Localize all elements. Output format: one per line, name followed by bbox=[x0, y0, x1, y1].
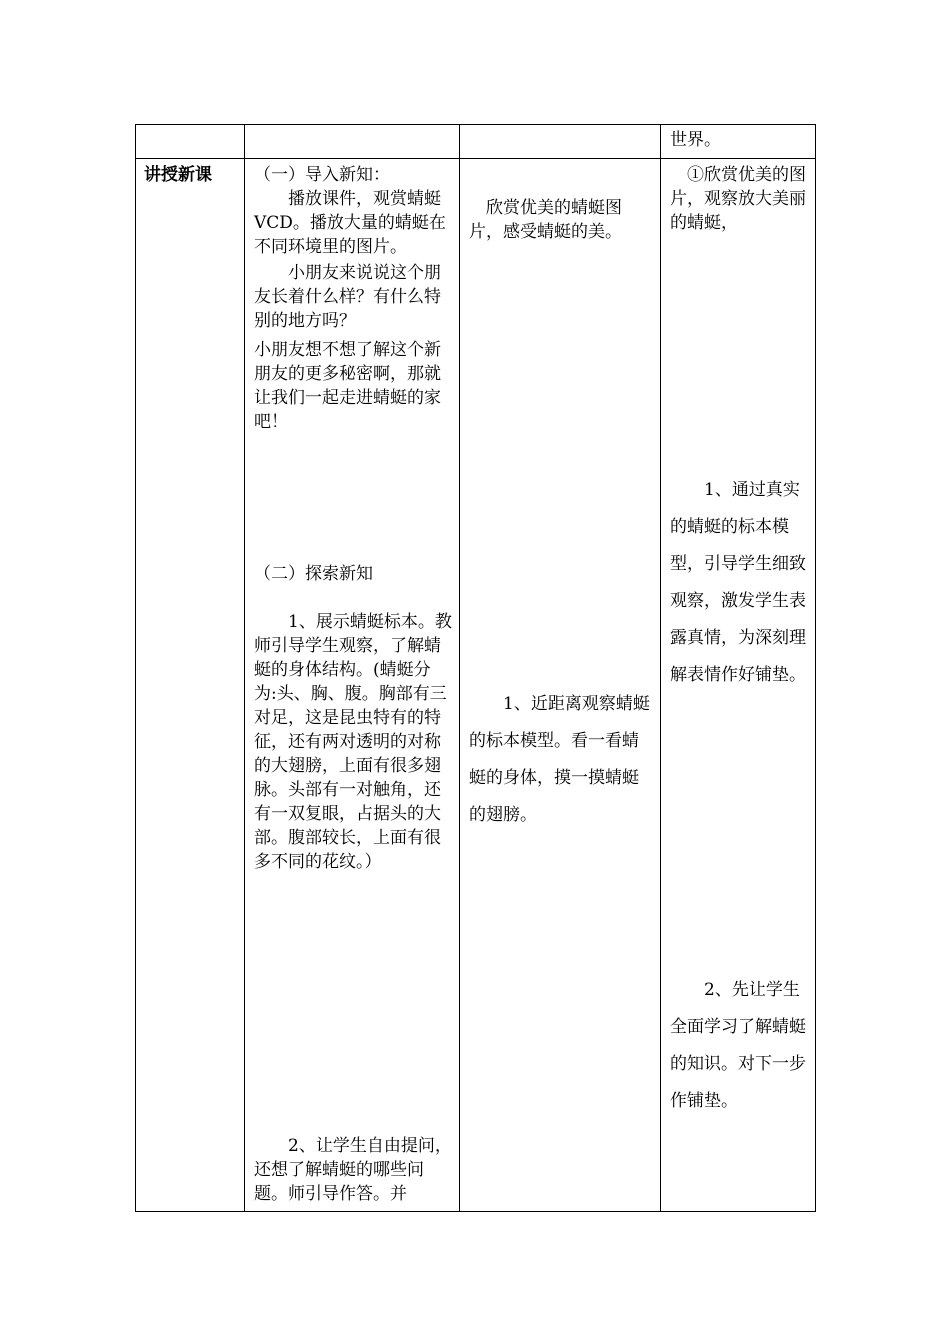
table-border-left bbox=[135, 124, 136, 1212]
table-col-divider-1 bbox=[244, 124, 245, 1212]
intent-2: 1、通过真实的蜻蜓的标本模型，引导学生细致观察，激发学生表露真情，为深刻理解表情作好铺垫。 bbox=[670, 480, 806, 685]
table-border-right bbox=[815, 124, 816, 1212]
table-border-bottom bbox=[135, 1211, 816, 1212]
intent-1: ①欣赏优美的图片，观察放大美丽的蜻蜓， bbox=[670, 165, 806, 233]
section-label: 讲授新课 bbox=[144, 165, 212, 185]
top-row-intent-text: 世界。 bbox=[670, 130, 721, 150]
student-activity-2: 1、近距离观察蜻蜓的标本模型。看一看蜻蜓的身体，摸一摸蜻蜓的翅膀。 bbox=[469, 694, 650, 825]
table-col-divider-2 bbox=[459, 124, 460, 1212]
teacher-part1-paragraph-2: 小朋友来说说这个朋友长着什么样？有什么特别的地方吗？ bbox=[254, 263, 441, 331]
teacher-part1-paragraph-3: 小朋友想不想了解这个新朋友的更多秘密啊，那就让我们一起走进蜻蜓的家吧！ bbox=[254, 340, 441, 432]
teacher-part2-paragraph-2: 2、让学生自由提问，还想了解蜻蜓的哪些问题。师引导作答。并 bbox=[254, 1136, 452, 1204]
intent-3: 2、先让学生全面学习了解蜻蜓的知识。对下一步作铺垫。 bbox=[670, 980, 806, 1111]
student-activity-1: 欣赏优美的蜻蜓图片，感受蜻蜓的美。 bbox=[469, 198, 622, 242]
table-border-top bbox=[135, 124, 816, 125]
teacher-part2-paragraph-1: 1、展示蜻蜓标本。教师引导学生观察，了解蜻蜓的身体结构。(蜻蜓分为:头、胸、腹。胸部有三对足，这是昆虫特有的特征，还有两对透明的对称的大翅膀，上面有很多翅脉。头部有一对触角，还有一双复眼，占据头的大部。腹部较长，上面有很多不同的花纹。） bbox=[254, 612, 452, 872]
table-col-divider-3 bbox=[660, 124, 661, 1212]
teacher-part2-heading: （二）探索新知 bbox=[254, 564, 373, 584]
table-row-divider bbox=[135, 158, 816, 159]
teacher-part1-heading: （一）导入新知： bbox=[254, 165, 390, 185]
teacher-part1-paragraph-1: 播放课件，观赏蜻蜓VCD。播放大量的蜻蜓在不同环境里的图片。 bbox=[254, 189, 446, 257]
